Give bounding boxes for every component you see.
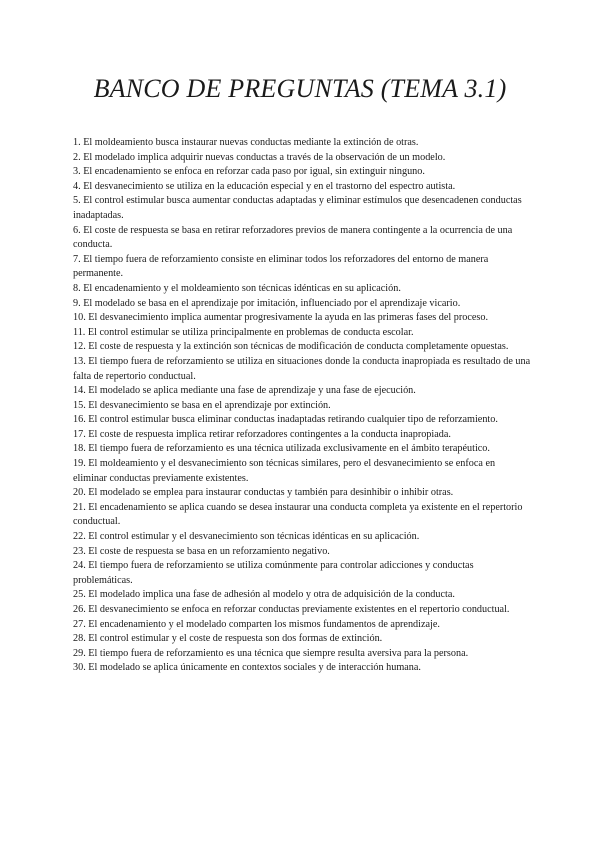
question-item: 5. El control estimular busca aumentar conductas adaptadas y eliminar estímulos que desencadenen conductas inadaptadas. [73, 195, 522, 221]
question-item: 25. El modelado implica una fase de adhesión al modelo y otra de adquisición de la conducta. [73, 589, 455, 601]
question-item: 9. El modelado se basa en el aprendizaje por imitación, influenciado por el aprendizaje vicario. [73, 297, 461, 309]
question-item: 26. El desvanecimiento se enfoca en reforzar conductas previamente existentes en el repertorio conductual. [73, 604, 510, 615]
question-item: 19. El moldeamiento y el desvanecimiento son técnicas similares, pero el desvanecimiento se enfoca en eliminar conductas previamente existentes. [73, 458, 496, 484]
question-item: 21. El encadenamiento se aplica cuando se desea instaurar una conducta completa ya existente en el repertorio conductual. [73, 501, 523, 528]
question-item: 4. El desvanecimiento se utiliza en la educación especial y en el trastorno del espectro autista. [73, 180, 456, 192]
question-item: 24. El tiempo fuera de reforzamiento se utiliza comúnmente para controlar adicciones y conductas problemáticas. [73, 560, 474, 586]
question-item: 6. El coste de respuesta se basa en retirar reforzadores previos de manera contingente a la ocurrencia de una conducta. [73, 224, 513, 251]
question-item: 8. El encadenamiento y el moldeamiento son técnicas idénticas en su aplicación. [73, 282, 401, 294]
question-item: 29. El tiempo fuera de reforzamiento es una técnica que siempre resulta aversiva para la persona. [73, 647, 469, 659]
question-item: 18. El tiempo fuera de reforzamiento es una técnica utilizada exclusivamente en el ámbito terapéutico. [73, 443, 490, 455]
question-item: 28. El control estimular y el coste de respuesta son dos formas de extinción. [73, 633, 383, 645]
question-item: 3. El encadenamiento se enfoca en reforzar cada paso por igual, sin extinguir ninguno. [73, 166, 425, 178]
question-item: 11. El control estimular se utiliza principalmente en problemas de conducta escolar. [73, 326, 414, 338]
question-item: 17. El coste de respuesta implica retirar reforzadores contingentes a la conducta inapropiada. [73, 428, 451, 440]
question-item: 1. El moldeamiento busca instaurar nuevas conductas mediante la extinción de otras. [73, 137, 419, 148]
question-list [73, 136, 531, 676]
question-item: 13. El tiempo fuera de reforzamiento se utiliza en situaciones donde la conducta inapropiada es resultado de una falta de repertorio conductual. [73, 355, 531, 382]
question-item: 22. El control estimular y el desvanecimiento son técnicas idénticas en su aplicación. [73, 531, 420, 543]
question-item: 14. El modelado se aplica mediante una fase de aprendizaje y una fase de ejecución. [73, 385, 416, 397]
question-item: 23. El coste de respuesta se basa en un reforzamiento negativo. [73, 545, 330, 557]
page-title: BANCO DE PREGUNTAS (TEMA 3.1) [93, 74, 507, 103]
question-item: 27. El encadenamiento y el modelado comparten los mismos fundamentos de aprendizaje. [73, 618, 440, 630]
question-item: 15. El desvanecimiento se basa en el aprendizaje por extinción. [73, 399, 331, 411]
question-item: 10. El desvanecimiento implica aumentar progresivamente la ayuda en las primeras fases del proceso. [73, 312, 488, 324]
question-item: 2. El modelado implica adquirir nuevas conductas a través de la observación de un modelo. [73, 151, 446, 163]
question-item: 30. El modelado se aplica únicamente en contextos sociales y de interacción humana. [73, 662, 421, 674]
question-item: 20. El modelado se emplea para instaurar conductas y también para desinhibir o inhibir otras. [73, 487, 454, 499]
question-item: 7. El tiempo fuera de reforzamiento consiste en eliminar todos los reforzadores del entorno de manera permanente. [73, 253, 489, 280]
question-item: 16. El control estimular busca eliminar conductas inadaptadas retirando cualquier tipo de reforzamiento. [73, 414, 498, 426]
question-item: 12. El coste de respuesta y la extinción son técnicas de modificación de conducta completamente opuestas. [73, 341, 509, 353]
